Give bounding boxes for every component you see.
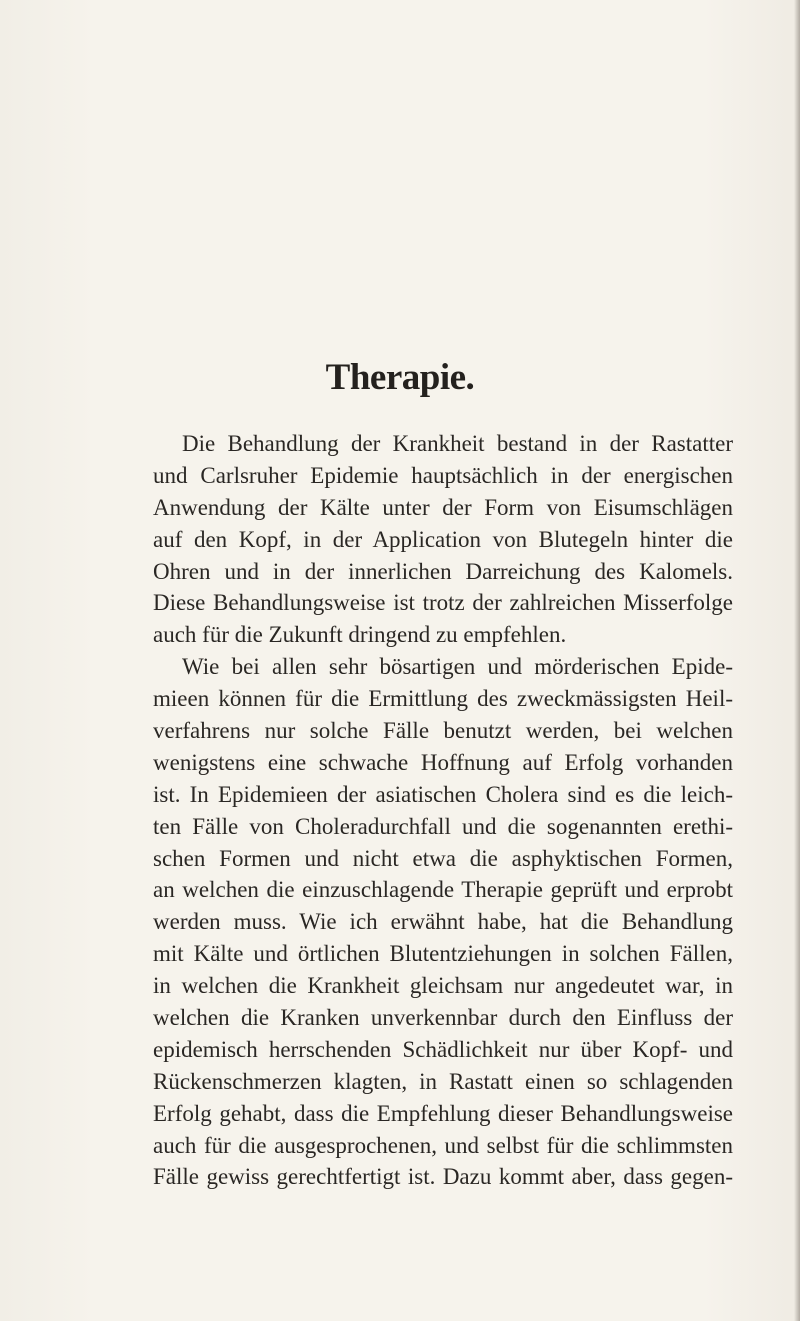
text-line: verfahrens nur solche Fälle benutzt werden, bei welchen xyxy=(153,718,733,744)
body-text xyxy=(153,428,733,1193)
text-line: Wie bei allen sehr bösartigen und mörderischen Epide- xyxy=(182,654,733,680)
text-line: auch für die Zukunft dringend zu empfehlen. xyxy=(153,622,567,648)
text-line: mit Kälte und örtlichen Blutentziehungen in solchen Fällen, xyxy=(153,941,733,967)
text-line: welchen die Kranken unverkennbar durch den Einfluss der xyxy=(153,1005,733,1031)
text-line: werden muss. Wie ich erwähnt habe, hat die Behandlung xyxy=(153,909,733,935)
text-line: Erfolg gehabt, dass die Empfehlung dieser Behandlungsweise xyxy=(153,1100,733,1126)
text-line: ten Fälle von Choleradurchfall und die sogenannten erethi- xyxy=(153,813,733,839)
text-line: Diese Behandlungsweise ist trotz der zahlreichen Misserfolge xyxy=(153,590,733,616)
text-line: Fälle gewiss gerechtfertigt ist. Dazu kommt aber, dass gegen- xyxy=(153,1164,733,1190)
text-line: mieen können für die Ermittlung des zweckmässigsten Heil- xyxy=(153,686,733,712)
text-line: epidemisch herrschenden Schädlichkeit nur über Kopf- und xyxy=(153,1036,733,1062)
text-line: und Carlsruher Epidemie hauptsächlich in der energischen xyxy=(153,462,733,488)
page-edge-shadow xyxy=(794,0,800,1321)
text-line: ist. In Epidemieen der asiatischen Cholera sind es die leich- xyxy=(153,781,733,807)
text-line: Rückenschmerzen klagten, in Rastatt einen so schlagenden xyxy=(153,1068,733,1094)
text-line: an welchen die einzuschlagende Therapie geprüft und erprobt xyxy=(153,877,733,903)
text-line: auf den Kopf, in der Application von Blutegeln hinter die xyxy=(153,526,733,552)
page-title: Therapie. xyxy=(325,357,475,398)
text-line: Ohren und in der innerlichen Darreichung des Kalomels. xyxy=(153,558,733,584)
text-line: wenigstens eine schwache Hoffnung auf Erfolg vorhanden xyxy=(153,749,733,775)
text-line: Anwendung der Kälte unter der Form von Eisumschlägen xyxy=(153,494,733,520)
text-line: schen Formen und nicht etwa die asphyktischen Formen, xyxy=(153,845,733,871)
text-line: in welchen die Krankheit gleichsam nur angedeutet war, in xyxy=(153,973,733,999)
text-line: auch für die ausgesprochenen, und selbst für die schlimmsten xyxy=(153,1132,733,1158)
text-line: Die Behandlung der Krankheit bestand in der Rastatter xyxy=(182,431,733,456)
